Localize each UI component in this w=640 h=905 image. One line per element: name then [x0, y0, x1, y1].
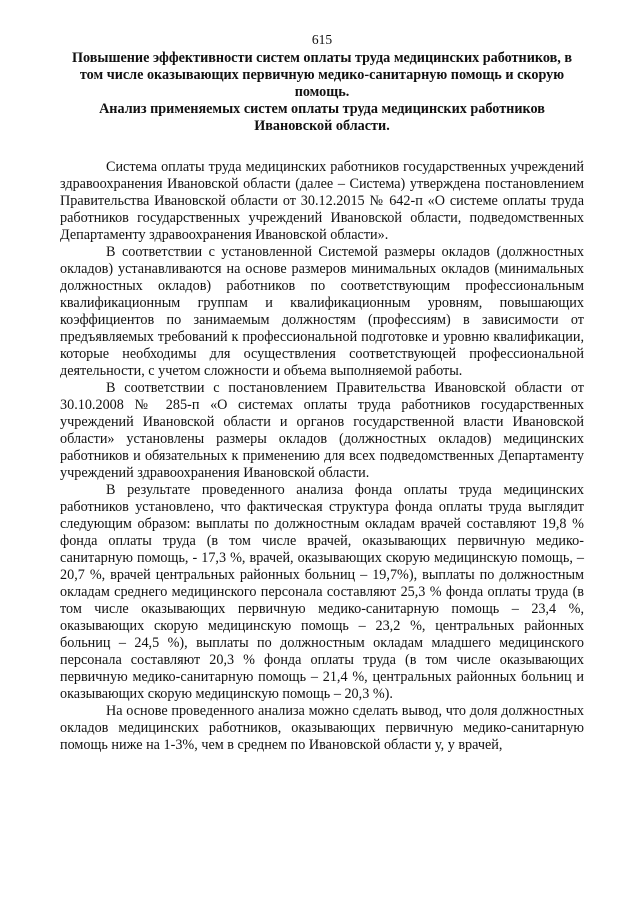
page-number: 615 [311, 32, 333, 47]
paragraph-conclusion: На основе проведенного анализа можно сделать вывод, что доля должностных окладов медицинских работников, оказывающих первичную медико-санитарную помощь ниже на 1-3%, чем в среднем по Ивановской области у, у врачей, [60, 703, 584, 753]
section-heading: Повышение эффективности систем оплаты труда медицинских работников, в том числе оказывающих первичную медико-санитарную помощь и скорую помощь. [71, 50, 573, 100]
paragraph-system-approval: Система оплаты труда медицинских работников государственных учреждений здравоохранения Ивановской области (далее – Система) утверждена постановлением Правительства Ивановской области от 30.12.2015 № 642-п «О системе оплаты труда работников государственных учреждений Ивановской области, подведомственных Департаменту здравоохранения Ивановской области». [60, 159, 584, 243]
section-subheading: Анализ применяемых систем оплаты труда медицинских работников Ивановской области. [99, 101, 545, 134]
paragraph-resolution-285: В соответствии с постановлением Правительства Ивановской области от 30.10.2008 № 285-п «О системах оплаты труда работников государственных учреждений Ивановской области и органов государственной власти Ивановской области» установлены размеры окладов (должностных окладов) медицинских работников и обязательных к применению для всех подведомственных Департаменту учреждений здравоохранения Ивановской области. [60, 380, 584, 481]
paragraph-fund-analysis: В результате проведенного анализа фонда оплаты труда медицинских работников установлено, что фактическая структура фонда оплаты труда выглядит следующим образом: выплаты по должностным окладам врачей составляют 19,8 % фонда оплаты труда (в том числе врачей, оказывающих первичную медико-санитарную помощь, - 17,3 %, врачей, оказывающих скорую медицинскую помощь, – 20,7 %, врачей центральных районных больниц – 19,7%), выплаты по должностным окладам среднего медицинского персонала составляют 25,3 % фонда оплаты труда (в том числе оказывающих первичную медико-санитарную помощь – 23,4 %, оказывающих скорую медицинскую помощь – 23,2 %, центральных районных больниц – 24,5 %), выплаты по должностным окладам младшего медицинского персонала составляют 20,3 % фонда оплаты труда (в том числе оказывающих первичную медико-санитарную помощь – 21,4 %, центральных районных больниц и оказывающих скорую медицинскую помощь – 20,3 %). [60, 482, 584, 702]
paragraph-salary-rules: В соответствии с установленной Системой размеры окладов (должностных окладов) устанавливаются на основе размеров минимальных окладов (минимальных должностных окладов) работников по соответствующим профессиональным квалификационным группам и квалификационным уровням, повышающих коэффициентов по занимаемым должностям (профессиям) в зависимости от предъявляемых требований к профессиональной подготовке и уровню квалификации, которые необходимы для осуществления соответствующей профессиональной деятельности, с учетом сложности и объема выполняемой работы. [60, 244, 584, 379]
